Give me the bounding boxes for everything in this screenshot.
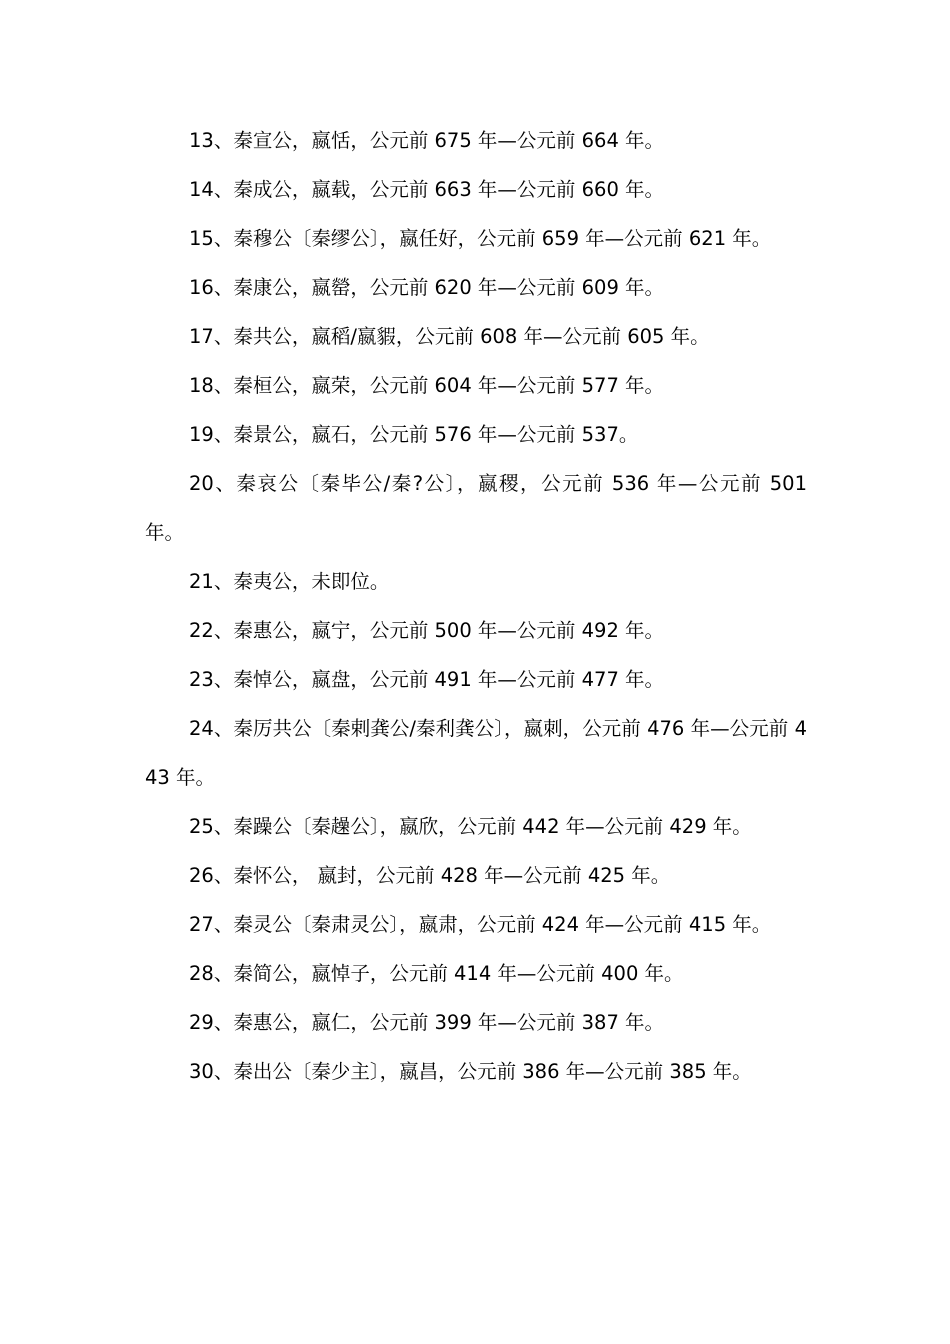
paragraph-19: 19、秦景公，嬴石，公元前 576 年—公元前 537。 (189, 423, 639, 446)
paragraph-29: 29、秦惠公，嬴仁，公元前 399 年—公元前 387 年。 (189, 1011, 665, 1034)
paragraph-16: 16、秦康公，嬴罃，公元前 620 年—公元前 609 年。 (189, 276, 665, 299)
paragraph-17: 17、秦共公，嬴稻/嬴貑，公元前 608 年—公元前 605 年。 (189, 325, 710, 348)
paragraph-22: 22、秦惠公，嬴宁，公元前 500 年—公元前 492 年。 (189, 619, 665, 642)
paragraph-24: 24、秦厉共公〔秦剌龚公/秦利龚公〕，嬴刺，公元前 476 年—公元前 443 年。 (145, 717, 807, 789)
paragraph-21: 21、秦夷公，未即位。 (189, 570, 390, 593)
paragraph-18: 18、秦桓公，嬴荣，公元前 604 年—公元前 577 年。 (189, 374, 665, 397)
paragraph-23: 23、秦悼公，嬴盘，公元前 491 年—公元前 477 年。 (189, 668, 665, 691)
paragraph-30: 30、秦出公〔秦少主〕，嬴昌，公元前 386 年—公元前 385 年。 (189, 1060, 752, 1083)
paragraph-13: 13、秦宣公，嬴恬，公元前 675 年—公元前 664 年。 (189, 129, 665, 152)
paragraph-26: 26、秦怀公， 嬴封，公元前 428 年—公元前 425 年。 (189, 864, 671, 887)
paragraph-28: 28、秦简公，嬴悼子，公元前 414 年—公元前 400 年。 (189, 962, 684, 985)
paragraph-25: 25、秦躁公〔秦趮公〕，嬴欣，公元前 442 年—公元前 429 年。 (189, 815, 752, 838)
document-body (145, 116, 807, 1096)
paragraph-27: 27、秦灵公〔秦肃灵公〕，嬴肃，公元前 424 年—公元前 415 年。 (189, 913, 772, 936)
paragraph-20: 20、秦哀公〔秦毕公/秦?公〕，嬴稷，公元前 536 年—公元前 501 年。 (145, 472, 807, 544)
paragraph-15: 15、秦穆公〔秦缪公〕，嬴任好，公元前 659 年—公元前 621 年。 (189, 227, 772, 250)
paragraph-14: 14、秦成公，嬴载，公元前 663 年—公元前 660 年。 (189, 178, 665, 201)
